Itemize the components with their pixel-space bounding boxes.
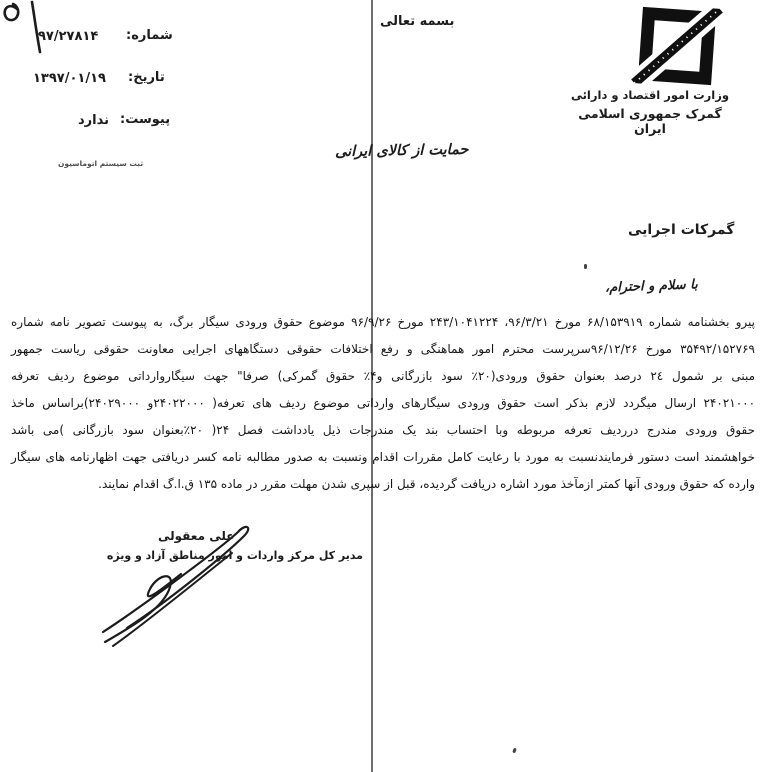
salutation: با سلام و احترام، xyxy=(604,277,698,296)
date-label: تاریخ: xyxy=(128,70,165,85)
date-value: ۱۳۹۷/۰۱/۱۹ xyxy=(33,71,106,86)
paraph-mark-icon xyxy=(2,0,50,56)
customs-logo-icon xyxy=(628,3,725,89)
besmele-text: بسمه تعالی xyxy=(380,14,455,29)
body-line-3: مبنی بر شمول ۲٤ درصد بعنوان حقوق ورودی(۲۰٪ سود بازرگانی و۴٪ حقوق گمرکی) صرفا" جهت سیگاروارداتی موضوع ردیف تعرفه xyxy=(11,369,756,383)
org-block xyxy=(570,88,730,136)
attachment-value: ندارد xyxy=(78,113,110,128)
number-label: شماره: xyxy=(126,28,173,43)
year-slogan: حمایت از کالای ایرانی xyxy=(334,141,469,161)
signatory-name: علی معقولی xyxy=(158,529,235,543)
number-value: ۹۷/۲۷۸۱۴ xyxy=(38,29,99,44)
ink-speck xyxy=(584,264,587,269)
body-line-7: وارده که حقوق ورودی آنها کمتر ازمآخذ مورد اشاره دریافت گردیده، قبل از سپری شدن مهلت مقرر در ماده ۱۳۵ ق.ا.گ اقدام نمایند. xyxy=(98,477,755,491)
recipient-heading: گمرکات اجرایی xyxy=(628,222,735,238)
attachment-label: پیوست: xyxy=(120,112,171,127)
ministry-name: وزارت امور اقتصاد و دارائی xyxy=(570,88,730,102)
automation-stamp: ثبت سیستم اتوماسیون xyxy=(58,159,144,168)
body-line-6: خواهشمند است دستور فرمایندنسبت به مورد با رعایت کامل مقررات اقدام ونسبت به صدور مطالبه نامه کسر دریافتی جهت اظهارنامه های سیگار xyxy=(11,450,755,464)
body-line-5: حقوق ورودی مندرج درردیف تعرفه مربوطه وبا احتساب بند یک مندرجات ذیل یادداشت فصل ۲۴( ۲۰٪بعنوان سود بازرگانی )می باشد xyxy=(11,423,756,437)
body-line-4: ۲۴۰۲۱۰۰۰ ارسال میگردد لازم بذکر است حقوق ورودی سیگارهای وارداتی موضوع ردیف های تعرفه( ۲۴۰۲۲۰۰۰و ۲۴۰۲۹۰۰۰)براساس ماخذ xyxy=(11,396,756,410)
ink-speck xyxy=(512,748,517,754)
body-line-1: پیرو بخشنامه شماره ۶۸/۱۵۳۹۱۹ مورخ ۹۶/۳/۲۱، ۲۴۳/۱۰۴۱۲۲۴ مورخ ۹۶/۹/۲۶ موضوع حقوق ورودی سیگار برگ، به پیوست تصویر نامه شماره xyxy=(11,315,756,329)
signatory-title: مدیر کل مرکز واردات و امور مناطق آزاد و ویژه xyxy=(106,549,363,562)
body-line-2: ۳۵۴۹۲/۱۵۲۷۶۹ مورخ ۹۶/۱۲/۲۶سرپرست محترم امور هماهنگی و رفع اختلافات حقوقی دستگاههای اجرایی معاونت حقوقی ریاست جمهور xyxy=(11,342,756,356)
organization-name: گمرک جمهوری اسلامی ایران xyxy=(578,106,722,136)
signature-scrawl xyxy=(85,512,260,652)
